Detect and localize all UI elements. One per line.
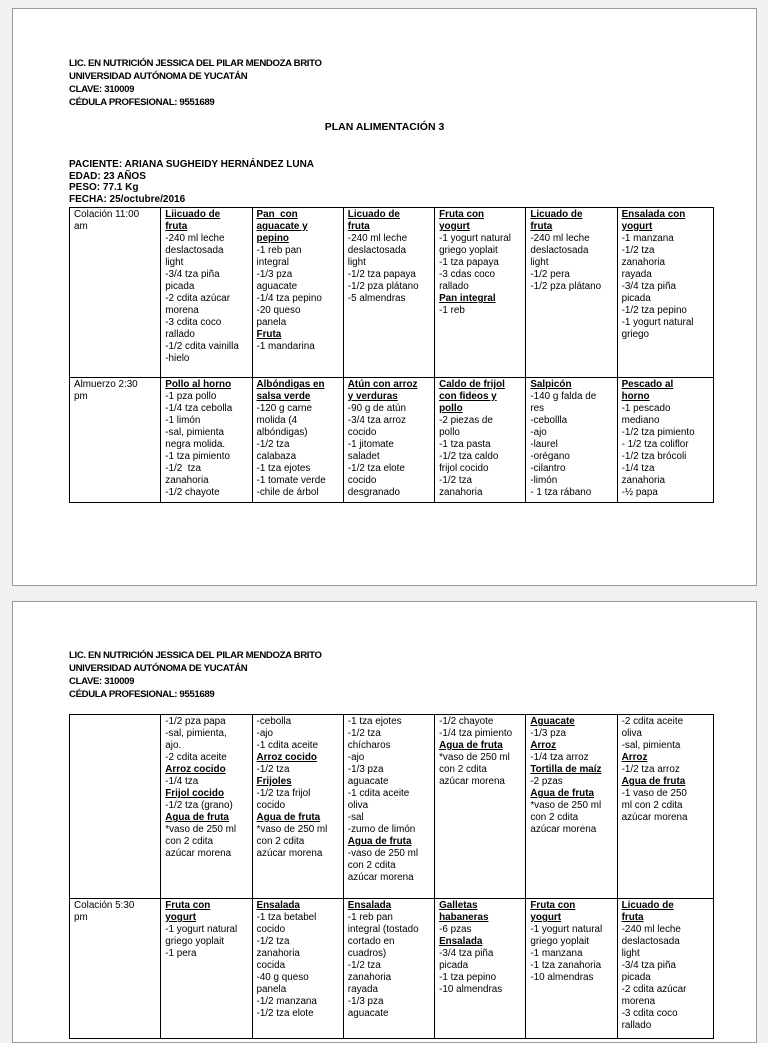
ingredient-line: deslactosada [621, 936, 680, 947]
university-name: UNIVERSIDAD AUTÓNOMA DE YUCATÁN [69, 663, 248, 674]
dish-heading: yogurt [439, 221, 470, 232]
ingredient-line: picada [621, 972, 651, 983]
ingredient-line: zanahoria [621, 257, 665, 268]
meal-time-cell [70, 715, 161, 899]
ingredient-line: -2 cdita azúcar [621, 984, 687, 995]
menu-option-cell [617, 378, 713, 503]
ingredient-line: -1/2 manzana [256, 996, 317, 1007]
ingredient-line: pollo [439, 427, 460, 438]
menu-option-cell [252, 715, 343, 899]
dish-heading: pepino [256, 233, 289, 244]
dish-heading: con fideos y [439, 391, 497, 402]
ingredient-line: picada [165, 281, 195, 292]
ingredient-line: -1/3 pza [347, 764, 384, 775]
ingredient-line: -1 tza ejotes [256, 463, 311, 474]
ingredient-line: azúcar morena [530, 824, 597, 835]
ingredient-line: -1 tza pasta [439, 439, 491, 450]
menu-option-cell [526, 899, 617, 1039]
ingredient-line: -limón [530, 475, 558, 486]
meal-time-text: am [74, 221, 88, 232]
dish-heading: Arroz cocido [165, 764, 226, 775]
ingredient-line: -1 pescado [621, 403, 671, 414]
meal-time-text: pm [74, 391, 88, 402]
ingredient-line: -1/2 cdita vainilla [165, 341, 239, 352]
patient-info [69, 159, 314, 205]
dish-heading: fruta [621, 912, 644, 923]
nutritionist-name: LIC. EN NUTRICIÓN JESSICA DEL PILAR MENDOZA BRITO [69, 58, 322, 69]
ingredient-line: aguacate [256, 281, 298, 292]
ingredient-line: -1 limón [165, 415, 201, 426]
dish-heading: habaneras [439, 912, 489, 923]
ingredient-line: frijol cocido [439, 463, 489, 474]
ingredient-line: -ajo [256, 728, 273, 739]
nutritionist-name: LIC. EN NUTRICIÓN JESSICA DEL PILAR MENDOZA BRITO [69, 650, 322, 661]
dish-heading: Agua de fruta [256, 812, 321, 823]
ingredient-line: -ajo [530, 427, 547, 438]
ingredient-line: -ajo [347, 752, 365, 763]
ingredient-line: panela [256, 984, 287, 995]
ingredient-line: -cebollla [530, 415, 568, 426]
ingredient-line: cocido [347, 427, 377, 438]
ingredient-line: integral [256, 257, 289, 268]
dish-heading: aguacate y [256, 221, 308, 232]
ingredient-line: -1/2 tza brócoli [621, 451, 687, 462]
ingredient-line: cocida [256, 960, 286, 971]
meal-plan-table-continued [69, 714, 714, 1039]
ingredient-line: griego yoplait [165, 936, 225, 947]
ingredient-line: light [347, 257, 366, 268]
ingredient-line: -1/2 tza frijol [256, 788, 311, 799]
ingredient-line: rallado [621, 1020, 652, 1031]
meal-time-text: Colación 5:30 [74, 900, 135, 911]
menu-option-cell [435, 899, 526, 1039]
ingredient-line: -240 ml leche [347, 233, 408, 244]
ingredient-line: -1 tza papaya [439, 257, 499, 268]
ingredient-line: -1/2 pera [530, 269, 570, 280]
ingredient-line: negra molida. [165, 439, 226, 450]
ingredient-line: griego yoplait [530, 936, 590, 947]
ingredient-line: -90 g de atún [347, 403, 406, 414]
dish-heading: y verduras [347, 391, 398, 402]
menu-option-cell [161, 899, 252, 1039]
ingredient-line: zanahoria [347, 972, 392, 983]
ingredient-line: cocido [347, 475, 377, 486]
professional-id: CÉDULA PROFESIONAL: 9551689 [69, 689, 215, 700]
meal-row [70, 899, 714, 1039]
ingredient-line: -1 yogurt natural [165, 924, 238, 935]
ingredient-line: light [621, 948, 640, 959]
ingredient-line: -1 reb [439, 305, 465, 316]
ingredient-line: -1/2 pza plátano [530, 281, 602, 292]
dish-heading: Fruta con [439, 209, 485, 220]
ingredient-line: zanahoria [256, 948, 300, 959]
menu-option-cell [343, 899, 434, 1039]
ingredient-line: -1/2 chayote [439, 716, 494, 727]
dish-heading: Albóndigas en [256, 379, 325, 390]
ingredient-line: -zumo de limón [347, 824, 416, 835]
ingredient-line: morena [165, 305, 199, 316]
dish-heading: Licuado de [530, 209, 583, 220]
menu-option-cell [617, 899, 713, 1039]
menu-option-cell [252, 208, 343, 378]
ingredient-line: desgranado [347, 487, 400, 498]
ingredient-line: -120 g carne [256, 403, 312, 414]
ingredient-line: calabaza [256, 451, 297, 462]
ingredient-line: -orégano [530, 451, 570, 462]
ingredient-line: -cebolla [256, 716, 292, 727]
ingredient-line: -1/2 tza [256, 439, 290, 450]
ingredient-line: azúcar morena [256, 848, 323, 859]
dish-heading: horno [621, 391, 650, 402]
meal-row [70, 715, 714, 899]
ingredient-line: -1 tomate verde [256, 475, 326, 486]
dish-heading: salsa verde [256, 391, 311, 402]
menu-option-cell [161, 715, 252, 899]
ingredient-line: -cilantro [530, 463, 566, 474]
meal-time-cell [70, 899, 161, 1039]
ingredient-line: oliva [621, 728, 642, 739]
dish-heading: Arroz cocido [256, 752, 317, 763]
ingredient-line: -3 cdita coco [165, 317, 222, 328]
dish-heading: Pan integral [439, 293, 496, 304]
dish-heading: Fruta con [530, 900, 576, 911]
ingredient-line: -20 queso [256, 305, 301, 316]
ingredient-line: zanahoria [439, 487, 483, 498]
dish-heading: Salpicón [530, 379, 572, 390]
ingredient-line: -1 reb pan [347, 912, 393, 923]
ingredient-line: -1/4 tza [621, 463, 655, 474]
menu-option-cell [252, 899, 343, 1039]
ingredient-line: -1 jitomate [347, 439, 394, 450]
ingredient-line: -chile de árbol [256, 487, 319, 498]
ingredient-line: -1/2 tza pepino [621, 305, 687, 316]
ingredient-line: con 2 cdita [439, 764, 487, 775]
meal-time-text: Colación 11:00 [74, 209, 140, 220]
ingredient-line: rayada [621, 269, 652, 280]
ingredient-line: -3/4 tza piña [621, 281, 676, 292]
ingredient-line: -40 g queso [256, 972, 309, 983]
ingredient-line: -10 almendras [530, 972, 594, 983]
document-page-1 [12, 8, 757, 586]
ingredient-line: -3 cdas coco [439, 269, 496, 280]
ingredient-line: -laurel [530, 439, 558, 450]
ingredient-line: chícharos [347, 740, 391, 751]
menu-option-cell [343, 208, 434, 378]
meal-time-text: Almuerzo 2:30 [74, 379, 138, 390]
letterhead [69, 57, 322, 109]
dish-heading: Arroz [621, 752, 648, 763]
ingredient-line: -240 ml leche [530, 233, 590, 244]
dish-heading: yogurt [530, 912, 562, 923]
ingredient-line: -3/4 tza arroz [347, 415, 406, 426]
dish-heading: Galletas [439, 900, 478, 911]
ingredient-line: -1 yogurt natural [621, 317, 694, 328]
ingredient-line: -3/4 tza piña [165, 269, 220, 280]
ingredient-line: ajo. [165, 740, 182, 751]
ingredient-line: -1/3 pza [347, 996, 384, 1007]
ingredient-line: -1/2 pza papa [165, 716, 226, 727]
dish-heading: Ensalada [256, 900, 300, 911]
ingredient-line: -1 tza pepino [439, 972, 497, 983]
letterhead [69, 649, 322, 701]
ingredient-line: cocido [256, 800, 286, 811]
dish-heading: Agua de fruta [621, 776, 686, 787]
ingredient-line: morena [621, 996, 656, 1007]
ingredient-line: -1 yogurt natural [439, 233, 511, 244]
ingredient-line: molida (4 [256, 415, 298, 426]
dish-heading: Ensalada con [621, 209, 686, 220]
ingredient-line: -1/2 tza elote [347, 463, 405, 474]
ingredient-line: panela [256, 317, 287, 328]
ingredient-line: -1/3 pza [256, 269, 293, 280]
ingredient-line: -1/4 tza cebolla [165, 403, 233, 414]
ingredient-line: deslactosada [530, 245, 589, 256]
ingredient-line: -2 piezas de [439, 415, 493, 426]
dish-heading: Pan con [256, 209, 298, 220]
ingredient-line: -240 ml leche [165, 233, 225, 244]
ingredient-line: -10 almendras [439, 984, 503, 995]
ingredient-line: -1 cdita aceite [256, 740, 319, 751]
ingredient-line: con 2 cdita [347, 860, 396, 871]
ingredient-line: -2 cdita aceite [621, 716, 684, 727]
menu-option-cell [161, 208, 252, 378]
dish-heading: Ensalada [347, 900, 392, 911]
menu-option-cell [526, 208, 617, 378]
ingredient-line: -1/2 tza caldo [439, 451, 499, 462]
dish-heading: Aguacate [530, 716, 575, 727]
ingredient-line: con 2 cdita [256, 836, 305, 847]
ingredient-line: -1 tza ejotes [347, 716, 402, 727]
ingredient-line: -1 pza pollo [165, 391, 217, 402]
patient-weight: PESO: 77.1 Kg [69, 182, 139, 193]
menu-option-cell [526, 715, 617, 899]
dish-heading: Licuado de [347, 209, 400, 220]
ingredient-line: azúcar morena [439, 776, 505, 787]
menu-option-cell [435, 208, 526, 378]
ingredient-line: -1 vaso de 250 [621, 788, 687, 799]
dish-heading: fruta [347, 221, 370, 232]
meal-time-text: pm [74, 912, 88, 923]
ingredient-line: -140 g falda de [530, 391, 597, 402]
ingredient-line: azúcar morena [621, 812, 688, 823]
dish-heading: Fruta [256, 329, 282, 340]
ingredient-line: -1/2 tza [347, 728, 381, 739]
ingredient-line: -1/2 tza elote [256, 1008, 314, 1019]
ingredient-line: azúcar morena [165, 848, 232, 859]
dish-heading: Tortilla de maíz [530, 764, 602, 775]
ingredient-line: light [530, 257, 549, 268]
ingredient-line: deslactosada [347, 245, 406, 256]
ingredient-line: con 2 cdita [530, 812, 579, 823]
dish-heading: Fruta con [165, 900, 211, 911]
ingredient-line: -1/2 tza [256, 936, 290, 947]
ingredient-line: light [165, 257, 184, 268]
ingredient-line: -1/4 tza pepino [256, 293, 322, 304]
patient-age: EDAD: 23 AÑOS [69, 170, 146, 182]
ingredient-line: -1 mandarina [256, 341, 315, 352]
patient-date: FECHA: 25/octubre/2016 [69, 193, 186, 205]
ingredient-line: -1/2 tza [347, 960, 381, 971]
ingredient-line: -5 almendras [347, 293, 406, 304]
meal-row [70, 378, 714, 503]
ingredient-line: -1/4 tza arroz [530, 752, 589, 763]
ingredient-line: integral (tostado [347, 924, 419, 935]
ingredient-line: -1 tza betabel [256, 912, 317, 923]
ingredient-line: aguacate [347, 1008, 389, 1019]
menu-option-cell [343, 715, 434, 899]
ingredient-line: -2 cdita aceite [165, 752, 227, 763]
ingredient-line: zanahoria [621, 475, 665, 486]
ingredient-line: zanahoria [165, 475, 209, 486]
ingredient-line: -1 cdita aceite [347, 788, 410, 799]
ingredient-line: -1/4 tza [165, 776, 199, 787]
ingredient-line: -1 pera [165, 948, 197, 959]
dish-heading: Pollo al horno [165, 379, 232, 390]
ingredient-line: -3 cdita coco [621, 1008, 678, 1019]
ingredient-line: -1/2 pza plátano [347, 281, 419, 292]
ingredient-line: -1/3 pza [530, 728, 567, 739]
dish-heading: Agua de fruta [165, 812, 229, 823]
ingredient-line: rallado [439, 281, 469, 292]
dish-heading: Licuado de [621, 900, 674, 911]
ingredient-line: griego [621, 329, 650, 340]
dish-heading: Atún con arroz [347, 379, 418, 390]
ingredient-line: res [530, 403, 545, 414]
ingredient-line: -sal, pimienta [621, 740, 681, 751]
ingredient-line: -½ papa [621, 487, 658, 498]
menu-option-cell [617, 208, 713, 378]
ingredient-line: ml con 2 cdita [621, 800, 683, 811]
plan-title: PLAN ALIMENTACIÓN 3 [324, 121, 445, 133]
ingredient-line: - 1 tza rábano [530, 487, 592, 498]
dish-heading: pollo [439, 403, 463, 414]
dish-heading: Arroz [530, 740, 557, 751]
ingredient-line: -1/2 tza papaya [347, 269, 416, 280]
ingredient-line: mediano [621, 415, 660, 426]
meal-plan-table [69, 207, 714, 503]
ingredient-line: *vaso de 250 ml [256, 824, 328, 835]
dish-heading: Pescado al [621, 379, 674, 390]
menu-option-cell [617, 715, 713, 899]
ingredient-line: -1/2 tza [256, 764, 290, 775]
ingredient-line: -6 pzas [439, 924, 472, 935]
license-key: CLAVE: 310009 [69, 676, 135, 687]
dish-heading: Liicuado de [165, 209, 221, 220]
ingredient-line: -sal, pimienta [165, 427, 224, 438]
ingredient-line: azúcar morena [347, 872, 414, 883]
ingredient-line: rallado [165, 329, 195, 340]
ingredient-line: -1/2 tza pimiento [621, 427, 695, 438]
ingredient-line: -vaso de 250 ml [347, 848, 419, 859]
ingredient-line: -sal, pimienta, [165, 728, 227, 739]
ingredient-line: -2 cdita azúcar [165, 293, 231, 304]
ingredient-line: -1 reb pan [256, 245, 302, 256]
ingredient-line: cocido [256, 924, 286, 935]
ingredient-line: -1/2 tza [165, 463, 201, 474]
ingredient-line: -1/2 tza [439, 475, 472, 486]
ingredient-line: -1/2 tza (grano) [165, 800, 233, 811]
ingredient-line: picada [621, 293, 651, 304]
dish-heading: Agua de fruta [347, 836, 412, 847]
professional-id: CÉDULA PROFESIONAL: 9551689 [69, 97, 215, 108]
ingredient-line: - 1/2 tza coliflor [621, 439, 689, 450]
ingredient-line: picada [439, 960, 469, 971]
ingredient-line: rayada [347, 984, 378, 995]
license-key: CLAVE: 310009 [69, 84, 135, 95]
ingredient-line: -1/2 chayote [165, 487, 220, 498]
menu-option-cell [435, 378, 526, 503]
menu-option-cell [435, 715, 526, 899]
dish-heading: Agua de fruta [439, 740, 503, 751]
menu-option-cell [343, 378, 434, 503]
ingredient-line: -3/4 tza piña [439, 948, 494, 959]
dish-heading: Frijol cocido [165, 788, 224, 799]
ingredient-line: cortado en [347, 936, 395, 947]
menu-option-cell [526, 378, 617, 503]
meal-time-cell [70, 208, 161, 378]
ingredient-line: -1/4 tza pimiento [439, 728, 513, 739]
ingredient-line: griego yoplait [439, 245, 498, 256]
ingredient-line: -hielo [165, 353, 190, 364]
ingredient-line: albóndigas) [256, 427, 308, 438]
dish-heading: Agua de fruta [530, 788, 594, 799]
dish-heading: Caldo de frijol [439, 379, 505, 390]
ingredient-line: saladet [347, 451, 380, 462]
meal-time-cell [70, 378, 161, 503]
dish-heading: yogurt [621, 221, 653, 232]
ingredient-line: -3/4 tza piña [621, 960, 676, 971]
ingredient-line: -1 yogurt natural [530, 924, 603, 935]
ingredient-line: aguacate [347, 776, 389, 787]
ingredient-line: *vaso de 250 ml [439, 752, 510, 763]
ingredient-line: -240 ml leche [621, 924, 681, 935]
dish-heading: fruta [530, 221, 553, 232]
ingredient-line: cuadros) [347, 948, 387, 959]
ingredient-line: -1 tza pimiento [165, 451, 231, 462]
ingredient-line: deslactosada [165, 245, 224, 256]
menu-option-cell [161, 378, 252, 503]
dish-heading: Frijoles [256, 776, 292, 787]
patient-name: PACIENTE: ARIANA SUGHEIDY HERNÁNDEZ LUNA [69, 159, 315, 170]
menu-option-cell [252, 378, 343, 503]
ingredient-line: -1 manzana [530, 948, 583, 959]
university-name: UNIVERSIDAD AUTÓNOMA DE YUCATÁN [69, 71, 248, 82]
ingredient-line: con 2 cdita [165, 836, 214, 847]
ingredient-line: -2 pzas [530, 776, 563, 787]
ingredient-line: -sal [347, 812, 364, 823]
dish-heading: yogurt [165, 912, 196, 923]
ingredient-line: oliva [347, 800, 369, 811]
meal-row [70, 208, 714, 378]
document-page-2 [12, 601, 757, 1043]
dish-heading: Ensalada [439, 936, 483, 947]
ingredient-line: *vaso de 250 ml [530, 800, 602, 811]
dish-heading: fruta [165, 221, 188, 232]
ingredient-line: -1/2 tza [621, 245, 655, 256]
ingredient-line: -1 tza zanahoria [530, 960, 602, 971]
ingredient-line: -1/2 tza arroz [621, 764, 680, 775]
ingredient-line: -1 manzana [621, 233, 674, 244]
ingredient-line: *vaso de 250 ml [165, 824, 237, 835]
